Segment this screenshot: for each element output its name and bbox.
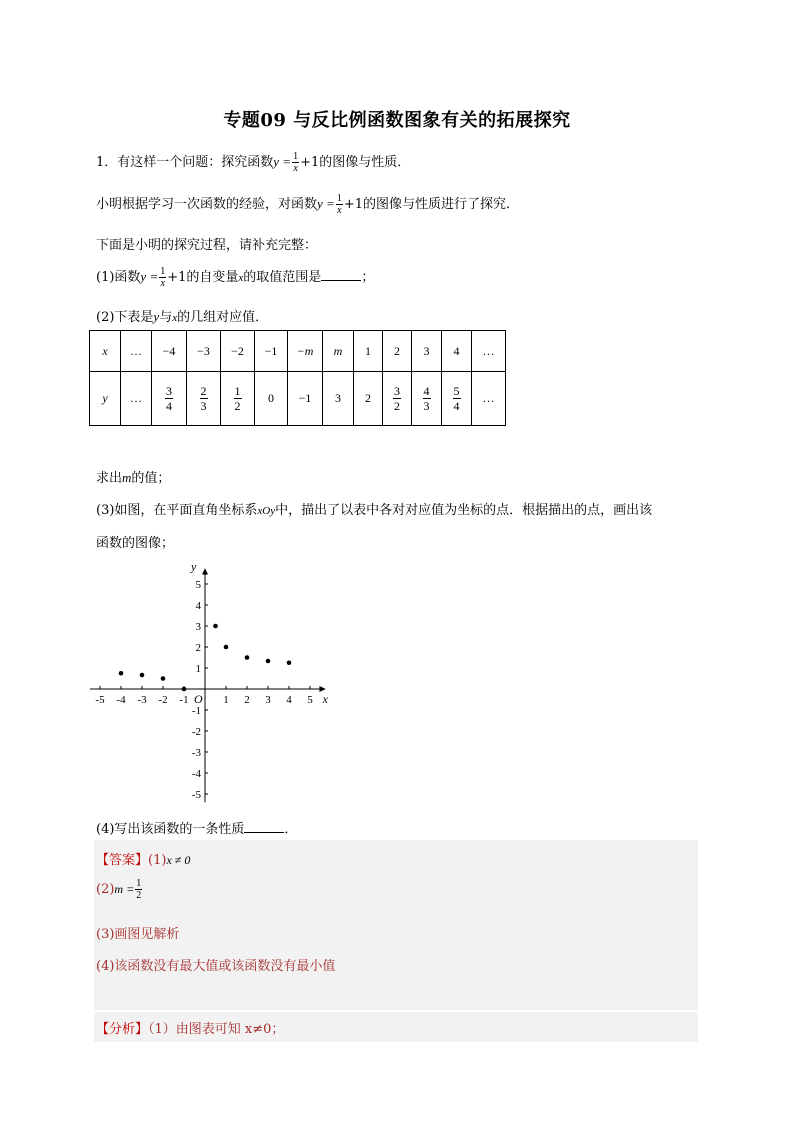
cell-text: … xyxy=(130,391,142,405)
table-cell xyxy=(442,372,472,426)
table-cell xyxy=(121,372,152,426)
variable-m: m xyxy=(122,470,132,485)
answer-1-label: (1) xyxy=(148,853,167,868)
x-tick-label: -5 xyxy=(95,694,105,706)
question-intro xyxy=(96,151,410,174)
data-point xyxy=(119,671,124,676)
fraction-numerator: 3 xyxy=(166,383,172,398)
y-tick-label: -5 xyxy=(191,789,201,801)
fraction-numerator: 1 xyxy=(336,193,342,204)
coordinate-graph xyxy=(90,556,340,806)
cell-text: 2 xyxy=(365,391,371,405)
analysis-text: （1）由图表可知 x≠0； xyxy=(148,1022,285,1037)
part-1-label: (1)函数 xyxy=(96,270,141,285)
cell-fraction xyxy=(453,384,461,413)
find-m-text: 求出 xyxy=(96,471,123,486)
data-point xyxy=(287,660,292,665)
question-line-2 xyxy=(96,193,519,216)
x-tick-label: 3 xyxy=(265,694,271,706)
fraction-denominator: 2 xyxy=(394,398,400,413)
table-cell xyxy=(288,372,323,426)
cell-fraction xyxy=(423,384,431,413)
table-cell: 3 xyxy=(412,331,442,372)
data-point xyxy=(213,624,218,629)
fraction-denominator: 4 xyxy=(166,398,172,413)
part-4 xyxy=(96,818,297,837)
function-rhs: +1 xyxy=(167,270,187,285)
table-cell: −2 xyxy=(221,331,255,372)
origin-label: O xyxy=(194,692,203,706)
part-2 xyxy=(96,306,268,325)
data-point xyxy=(182,687,187,692)
fraction-denominator: 2 xyxy=(234,398,241,413)
question-line-3: 下面是小明的探究过程，请补充完整： xyxy=(96,238,318,253)
cell-text: 3 xyxy=(335,391,341,405)
answer-4: (4)该函数没有最大值或该函数没有最小值 xyxy=(96,959,336,974)
table-cell: −1 xyxy=(255,331,288,372)
table-row-y xyxy=(90,372,506,426)
part-3-line-1 xyxy=(96,499,652,518)
cell-fraction xyxy=(165,384,173,413)
x-tick-label: -1 xyxy=(179,694,189,706)
answer-2-lhs: m = xyxy=(114,882,135,896)
answer-blank[interactable] xyxy=(244,820,284,833)
part-1-end: ； xyxy=(361,270,375,285)
fraction-denominator: 2 xyxy=(136,890,142,901)
function-lhs: y = xyxy=(317,196,335,211)
fraction-numerator: 1 xyxy=(293,151,299,162)
tick-labels xyxy=(95,559,328,801)
function-rhs: +1 xyxy=(300,155,320,170)
table-cell: 1 xyxy=(354,331,383,372)
function-lhs: y = xyxy=(140,269,159,284)
cell-fraction xyxy=(393,384,401,413)
part-2-suffix: 的几组对应值． xyxy=(177,310,269,325)
table-cell: −m xyxy=(288,331,323,372)
part-3-text: 中，描出了以表中各对对应值为坐标的点．根据描出的点，画出该 xyxy=(275,503,653,518)
x-tick-label: -2 xyxy=(158,694,168,706)
table-cell: 2 xyxy=(383,331,412,372)
fraction-denominator: 3 xyxy=(423,398,430,413)
function-fraction xyxy=(336,193,343,216)
part-1 xyxy=(96,266,374,289)
function-rhs: +1 xyxy=(343,197,363,212)
data-point xyxy=(224,645,229,650)
table-cell xyxy=(221,372,255,426)
fraction-denominator: x xyxy=(160,278,165,289)
variable-x: x xyxy=(172,312,178,324)
fraction-numerator: 1 xyxy=(136,878,142,889)
part-3-label: (3)如图，在平面直角坐标系 xyxy=(96,503,258,518)
y-tick-label: -2 xyxy=(191,726,201,738)
find-m-suffix: 的值； xyxy=(131,471,171,486)
fraction-numerator: 4 xyxy=(423,383,430,398)
function-fraction xyxy=(159,266,166,289)
value-table xyxy=(89,330,506,426)
answer-1 xyxy=(96,849,190,868)
data-point xyxy=(161,676,166,681)
y-tick-label: -4 xyxy=(191,768,201,780)
y-axis-label: y xyxy=(191,559,197,574)
part-1-suffix: 的取值范围是 xyxy=(243,270,322,285)
cell-text: −1 xyxy=(298,391,312,405)
answer-2 xyxy=(96,878,143,901)
part-4-end: ． xyxy=(284,822,298,837)
function-fraction xyxy=(292,151,299,174)
question-intro-suffix: 的图像与性质． xyxy=(319,155,411,170)
y-tick-label: 5 xyxy=(195,579,201,591)
table-cell xyxy=(383,372,412,426)
table-cell: x xyxy=(90,331,121,372)
answer-tag: 【答案】 xyxy=(96,853,149,868)
fraction-numerator: 1 xyxy=(234,383,241,398)
answer-3: (3)画图见解析 xyxy=(96,927,180,942)
y-tick-label: 4 xyxy=(195,600,201,612)
answer-2-label: (2) xyxy=(96,882,115,897)
table-cell: m xyxy=(323,331,354,372)
question-intro-text: 1．有这样一个问题：探究函数 xyxy=(96,155,274,170)
part-2-label: (2)下表是 xyxy=(96,310,154,325)
table-cell xyxy=(255,372,288,426)
table-cell: −3 xyxy=(187,331,221,372)
x-tick-label: 2 xyxy=(244,694,250,706)
cell-text: … xyxy=(482,391,495,405)
analysis-tag: 【分析】 xyxy=(96,1022,149,1037)
answer-2-fraction xyxy=(135,878,142,901)
x-tick-label: -4 xyxy=(116,694,126,706)
fraction-numerator: 1 xyxy=(160,266,166,277)
cell-fraction xyxy=(234,384,242,413)
x-tick-label: 1 xyxy=(223,694,229,706)
function-lhs: y = xyxy=(273,154,292,169)
y-tick-label: 1 xyxy=(195,663,201,675)
part-3-line-2: 函数的图像； xyxy=(96,536,175,551)
table-cell xyxy=(354,372,383,426)
fraction-denominator: 4 xyxy=(453,398,460,413)
variable-y: y xyxy=(153,309,160,324)
analysis xyxy=(96,1018,284,1037)
fraction-numerator: 3 xyxy=(394,383,400,398)
line-2-text: 小明根据学习一次函数的经验，对函数 xyxy=(96,197,318,212)
y-tick-label: 2 xyxy=(195,642,201,654)
variable-x: x xyxy=(238,272,244,284)
line-2-suffix: 的图像与性质进行了探究． xyxy=(362,197,519,212)
page-title: 专题09 与反比例函数图象有关的拓展探究 xyxy=(223,110,571,131)
x-tick-label: -3 xyxy=(137,694,147,706)
y-axis-arrow xyxy=(202,568,208,574)
answer-blank[interactable] xyxy=(321,268,361,281)
table-cell: −4 xyxy=(152,331,187,372)
data-point xyxy=(245,655,250,660)
table-cell: y xyxy=(90,372,121,426)
table-cell xyxy=(472,372,506,426)
part-4-text: (4)写出该函数的一条性质 xyxy=(96,822,245,837)
fraction-numerator: 2 xyxy=(200,383,207,398)
data-point xyxy=(140,673,145,678)
fraction-denominator: 3 xyxy=(200,398,207,413)
coordinate-system-label: xOy xyxy=(257,505,276,517)
fraction-denominator: x xyxy=(337,205,342,216)
table-cell xyxy=(187,372,221,426)
y-tick-label: -3 xyxy=(191,747,201,759)
table-cell: … xyxy=(121,331,152,372)
x-axis-label: x xyxy=(322,692,328,706)
axes xyxy=(90,568,326,802)
y-tick-label: 3 xyxy=(195,621,201,633)
y-tick-label: -1 xyxy=(191,705,201,717)
table-cell xyxy=(323,372,354,426)
fraction-numerator: 5 xyxy=(453,383,460,398)
cell-fraction xyxy=(200,384,208,413)
table-cell: 4 xyxy=(442,331,472,372)
answer-1-expression: x ≠ 0 xyxy=(166,853,191,867)
table-cell xyxy=(152,372,187,426)
find-m xyxy=(96,467,170,486)
fraction-denominator: x xyxy=(293,163,298,174)
table-cell xyxy=(412,372,442,426)
data-point xyxy=(266,659,271,664)
part-1-mid: 的自变量 xyxy=(186,270,239,285)
table-row-x xyxy=(90,331,506,372)
x-tick-label: 4 xyxy=(286,694,292,706)
part-2-mid: 与 xyxy=(159,310,173,325)
x-tick-label: 5 xyxy=(307,694,313,706)
table-cell: … xyxy=(472,331,506,372)
cell-text: 0 xyxy=(268,391,274,405)
